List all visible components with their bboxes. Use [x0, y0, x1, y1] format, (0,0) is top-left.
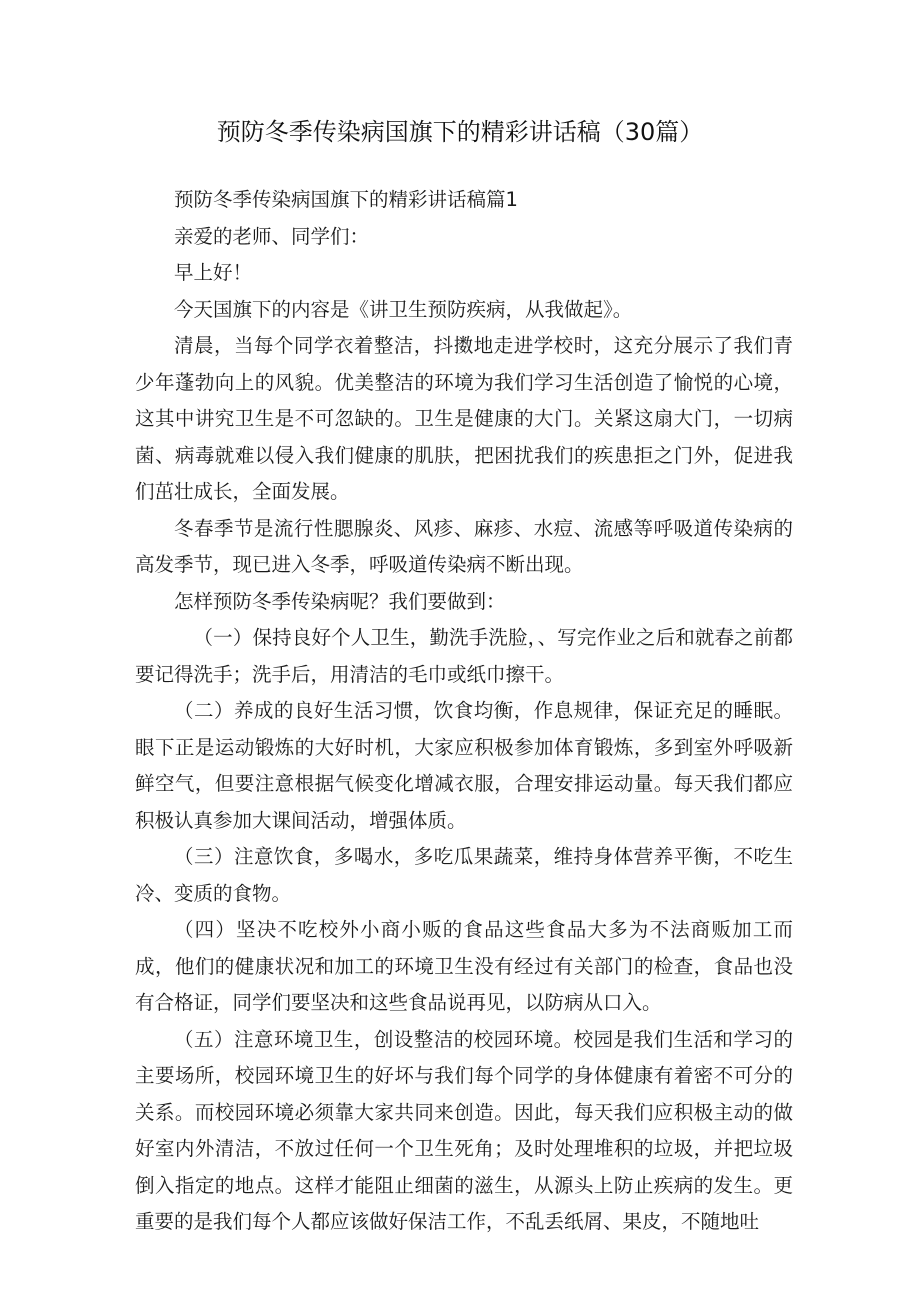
- list-item-5: （五）注意环境卫生，创设整洁的校园环境。校园是我们生活和学习的主要场所，校园环境卫生的好坏与我们每个同学的身体健康有着密不可分的关系。而校园环境必须靠大家共同来创造。因此，每天我们应积极主动的做好室内外清洁，不放过任何一个卫生死角；及时处理堆积的垃圾，并把垃圾倒入指定的地点。这样才能阻止细菌的滋生，从源头上防止疾病的发生。更重要的是我们每个人都应该做好保洁工作，不乱丢纸屑、果皮，不随地吐: [135, 1027, 793, 1233]
- list-item-2: （二）养成的良好生活习惯，饮食均衡，作息规律，保证充足的睡眠。眼下正是运动锻炼的大好时机，大家应积极参加体育锻炼，多到室外呼吸新鲜空气，但要注意根据气候变化增减衣服，合理安排运动量。每天我们都应积极认真参加大课间活动，增强体质。: [135, 699, 793, 832]
- intro-paragraph: 清晨，当每个同学衣着整洁，抖擞地走进学校时，这充分展示了我们青少年蓬勃向上的风貌。优美整洁的环境为我们学习生活创造了愉悦的心境，这其中讲究卫生是不可忽缺的。卫生是健康的大门。关紧这扇大门，一切病菌、病毒就难以侵入我们健康的肌肤，把困扰我们的疾患拒之门外，促进我们茁壮成长，全面发展。: [135, 334, 793, 503]
- document-body: [135, 182, 793, 1241]
- list-item-4: （四）坚决不吃校外小商小贩的食品这些食品大多为不法商贩加工而成，他们的健康状况和加工的环境卫生没有经过有关部门的检查，食品也没有合格证，同学们要坚决和这些食品说再见，以防病从口入。: [135, 918, 793, 1014]
- document-title: 预防冬季传染病国旗下的精彩讲话稿（30篇）: [216, 118, 704, 146]
- list-item-3: （三）注意饮食，多喝水，多吃瓜果蔬菜，维持身体营养平衡，不吃生冷、变质的食物。: [135, 845, 793, 905]
- topic-paragraph: 今天国旗下的内容是《讲卫生预防疾病，从我做起》。: [174, 297, 633, 321]
- salutation: 亲爱的老师、同学们：: [174, 224, 370, 248]
- greeting: 早上好！: [174, 261, 253, 284]
- season-paragraph: 冬春季节是流行性腮腺炎、风疹、麻疹、水痘、流感等呼吸道传染病的高发季节，现已进入冬季，呼吸道传染病不断出现。: [135, 516, 793, 576]
- section-heading: 预防冬季传染病国旗下的精彩讲话稿篇1: [174, 188, 518, 211]
- list-item-1: （一）保持良好个人卫生，勤洗手洗脸，、写完作业之后和就春之前都要记得洗手；洗手后，用清洁的毛巾或纸巾擦干。: [135, 626, 793, 686]
- question-paragraph: 怎样预防冬季传染病呢？我们要做到：: [174, 589, 506, 613]
